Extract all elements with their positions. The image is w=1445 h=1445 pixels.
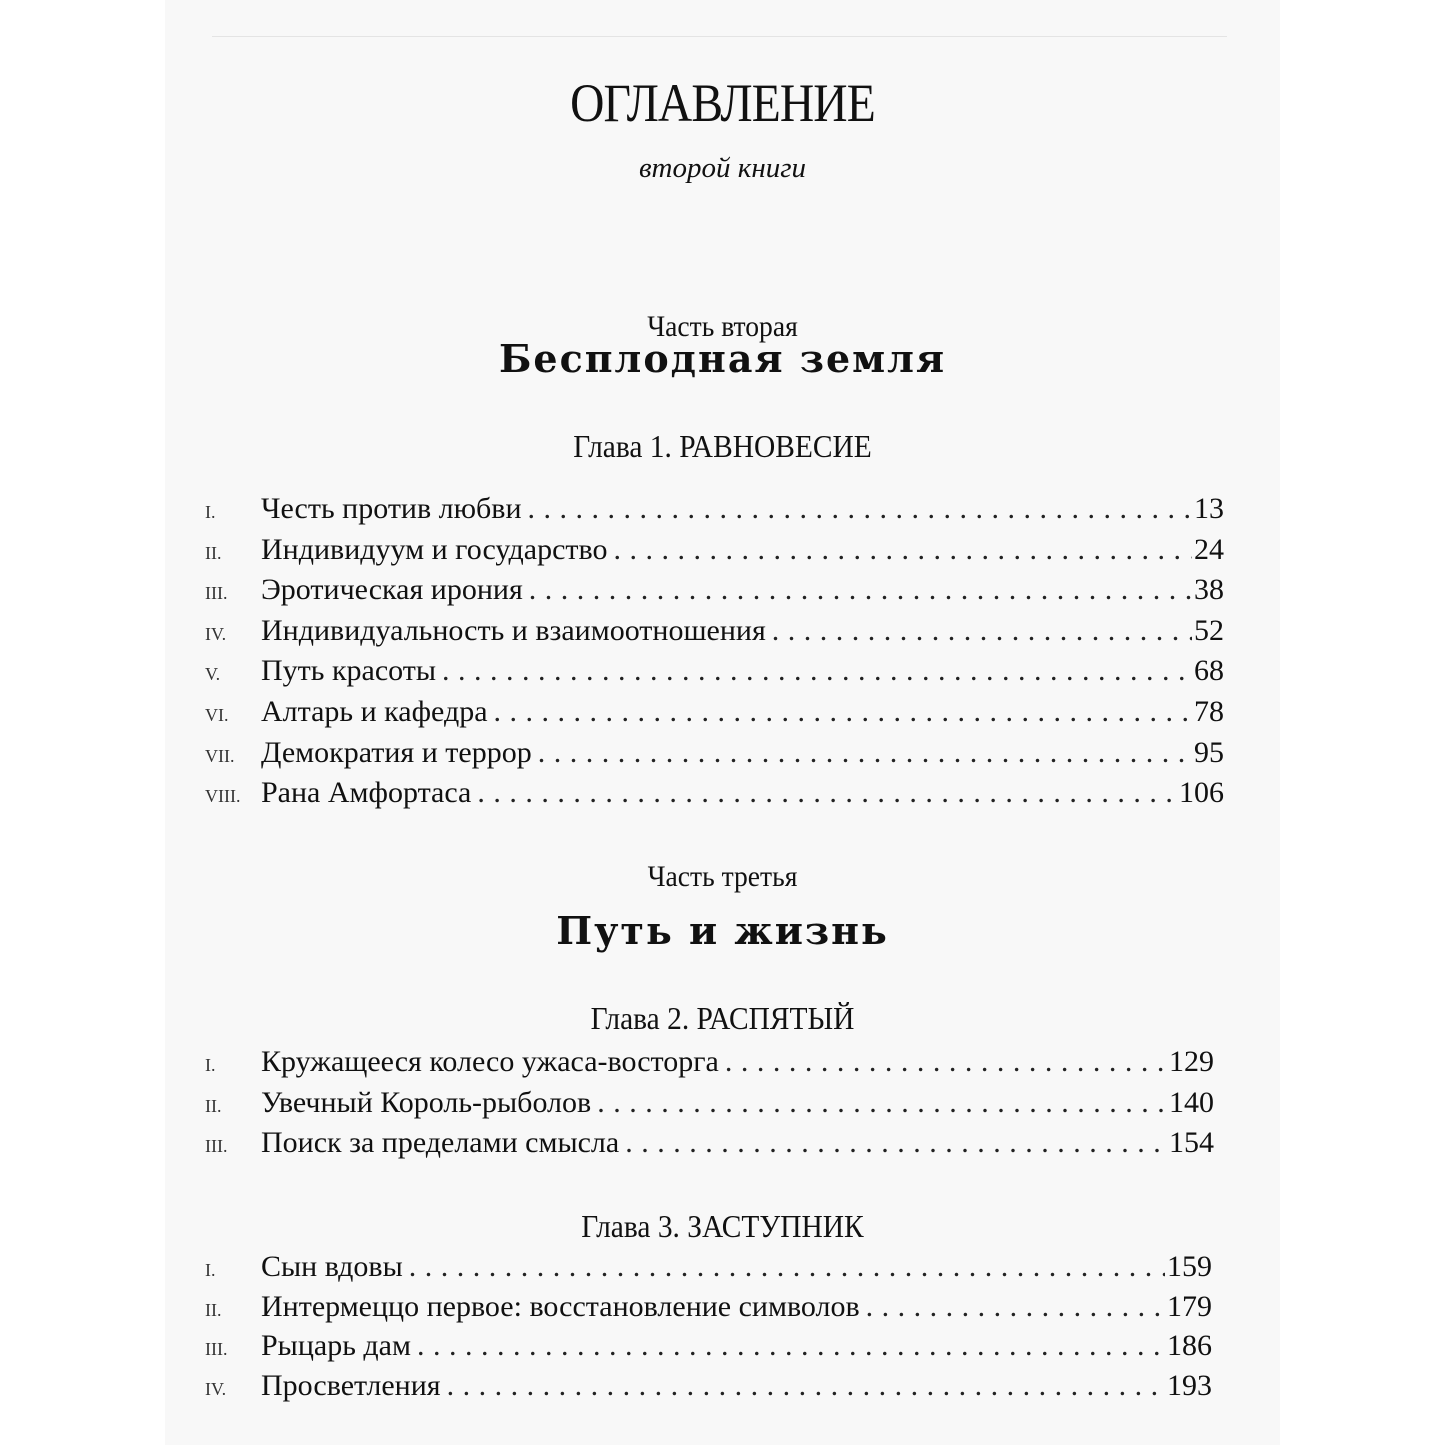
chapter-heading: Глава 1. РАВНОВЕСИЕ	[573, 428, 872, 464]
entry-title: Сын вдовы	[261, 1250, 403, 1283]
dot-leader	[477, 776, 1177, 810]
toc-entry	[205, 654, 1224, 694]
dot-leader	[597, 1086, 1167, 1120]
dot-leader	[442, 654, 1192, 688]
toc-entry	[205, 1329, 1212, 1369]
entry-title: Поиск за пределами смысла	[261, 1126, 620, 1159]
part-label: Часть вторая	[647, 310, 798, 343]
entry-page-number: 13	[1194, 492, 1224, 525]
entry-number: II.	[205, 1299, 222, 1320]
entry-title: Путь красоты	[261, 654, 437, 688]
entry-number: V.	[205, 664, 221, 685]
dot-leader	[528, 492, 1192, 526]
entry-number: VI.	[205, 705, 229, 725]
dot-leader	[613, 533, 1192, 567]
chapter-heading: Глава 2. РАСПЯТЫЙ	[590, 1000, 855, 1036]
part-label: Часть третья	[647, 860, 798, 893]
header-rule	[212, 36, 1227, 37]
toc-entry	[205, 1290, 1212, 1330]
entry-number: III.	[205, 583, 228, 604]
entry-page-number: 179	[1167, 1289, 1212, 1323]
dot-leader	[417, 1329, 1165, 1363]
entry-title: Честь против любви	[261, 492, 522, 525]
entry-page-number: 193	[1167, 1368, 1212, 1402]
entry-number: VIII.	[205, 786, 241, 807]
dot-leader	[538, 736, 1192, 770]
entry-page-number: 154	[1169, 1126, 1214, 1159]
entry-number: I.	[205, 1260, 216, 1280]
entry-page-number: 129	[1169, 1045, 1214, 1078]
entry-title: Индивидуум и государство	[261, 532, 608, 566]
entry-number: IV.	[205, 1378, 227, 1399]
dot-leader	[866, 1290, 1165, 1324]
entry-title: Интермеццо первое: восстановление символов	[261, 1289, 860, 1323]
entry-number: III.	[205, 1339, 228, 1359]
entry-title: Индивидуальность и взаимоотношения	[261, 613, 766, 647]
toc-entry	[205, 1250, 1212, 1290]
dot-leader	[772, 614, 1192, 648]
chapter-heading: Глава 3. ЗАСТУПНИК	[581, 1208, 864, 1244]
part-name: Путь и жизнь	[556, 908, 889, 953]
toc-entry	[205, 614, 1224, 654]
dot-leader	[494, 695, 1192, 729]
entry-page-number: 106	[1179, 776, 1224, 810]
dot-leader	[447, 1369, 1165, 1403]
entry-page-number: 95	[1194, 735, 1224, 769]
dot-leader	[529, 573, 1192, 607]
toc-entry	[205, 1126, 1214, 1166]
dot-leader	[409, 1250, 1165, 1284]
entry-number: VII.	[205, 745, 235, 766]
toc-entry	[205, 1045, 1214, 1085]
toc-entry	[205, 736, 1224, 776]
page-subtitle: второй книги	[638, 152, 807, 184]
toc-entry	[205, 573, 1224, 613]
entry-page-number: 68	[1194, 654, 1224, 688]
entry-title: Эротическая ирония	[261, 573, 523, 607]
entry-title: Просветления	[261, 1368, 441, 1402]
entry-page-number: 38	[1194, 573, 1224, 607]
entry-number: II.	[205, 542, 222, 563]
toc-entry	[205, 533, 1224, 573]
entry-title: Увечный Король-рыболов	[261, 1085, 592, 1119]
entry-page-number: 186	[1167, 1329, 1212, 1362]
entry-title: Рана Амфортаса	[261, 776, 472, 810]
entry-number: I.	[205, 1055, 216, 1075]
entry-page-number: 159	[1167, 1250, 1212, 1283]
entry-page-number: 140	[1169, 1085, 1214, 1119]
entry-title: Кружащееся колесо ужаса-восторга	[261, 1045, 719, 1078]
entry-number: I.	[205, 502, 216, 522]
toc-entry	[205, 1369, 1212, 1409]
toc-entry	[205, 492, 1224, 532]
toc-entry	[205, 1086, 1214, 1126]
entry-number: IV.	[205, 623, 227, 644]
toc-entry	[205, 776, 1224, 816]
entry-page-number: 24	[1194, 532, 1224, 566]
entry-number: III.	[205, 1136, 228, 1156]
dot-leader	[725, 1045, 1167, 1079]
entry-page-number: 78	[1194, 695, 1224, 728]
entry-title: Алтарь и кафедра	[261, 695, 488, 728]
page-title: ОГЛАВЛЕНИЕ	[570, 73, 875, 133]
entry-page-number: 52	[1194, 613, 1224, 647]
entry-title: Демократия и террор	[261, 735, 532, 769]
toc-entry	[205, 695, 1224, 735]
entry-title: Рыцарь дам	[261, 1329, 411, 1362]
entry-number: II.	[205, 1095, 222, 1116]
dot-leader	[625, 1126, 1167, 1160]
part-name: Бесплодная земля	[498, 336, 947, 381]
